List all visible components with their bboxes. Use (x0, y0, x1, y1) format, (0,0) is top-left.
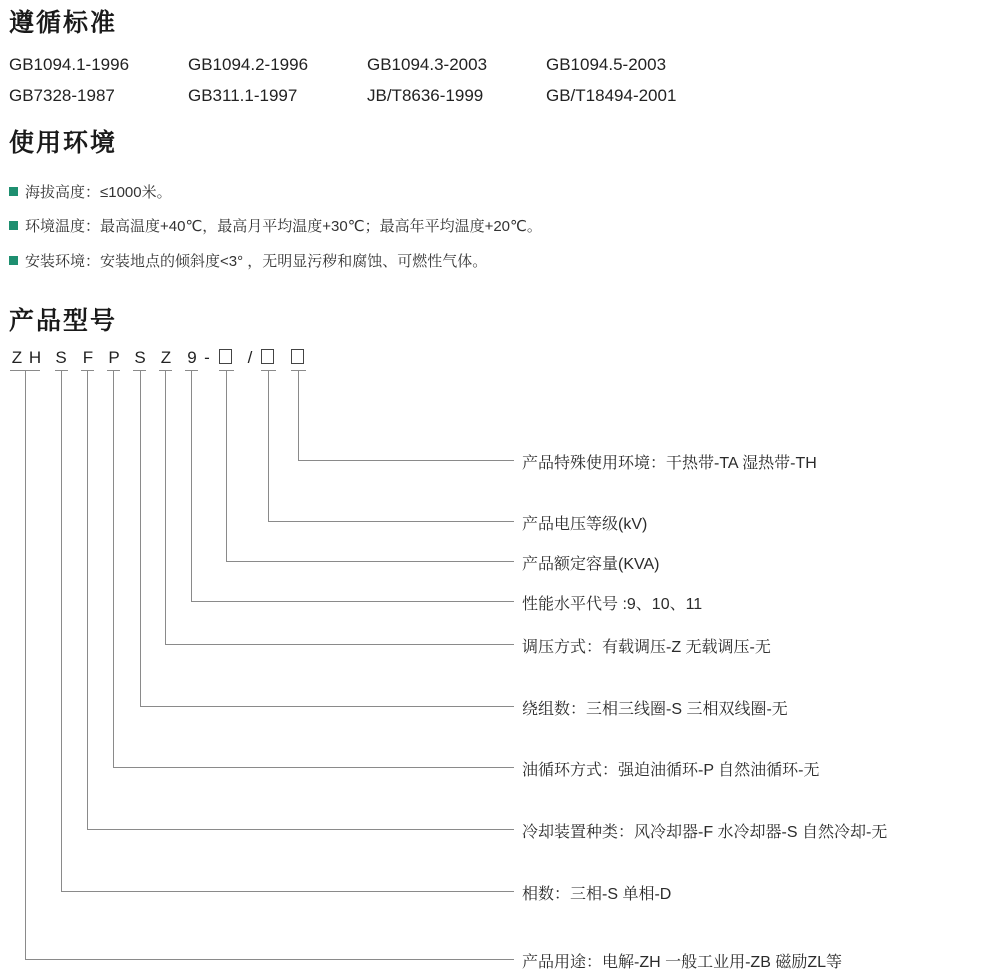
leader-horizontal (298, 460, 514, 461)
standard-item: GB1094.1-1996 (9, 55, 130, 74)
leader-vertical (87, 370, 88, 829)
code-char-s: S (55, 348, 67, 367)
leader-vertical (165, 370, 166, 644)
standard-item: GB1094.3-2003 (367, 55, 488, 74)
description-performance-code: 性能水平代号 :9、10、11 (522, 596, 703, 613)
environment-item-text: 环境温度：最高温度+40℃，最高月平均温度+30℃；最高年平均温度+20℃。 (25, 218, 542, 235)
standard-item: GB/T18494-2001 (546, 86, 677, 105)
leader-vertical (298, 370, 299, 460)
code-char-h: H (28, 348, 42, 367)
placeholder-box (261, 349, 274, 364)
leader-vertical (191, 370, 192, 601)
description-special-environment: 产品特殊使用环境：干热带-TA 湿热带-TH (522, 455, 817, 472)
leader-vertical (25, 370, 26, 959)
code-char-9: 9 (187, 348, 197, 367)
standard-item: GB7328-1987 (9, 86, 115, 105)
description-voltage-level: 产品电压等级(kV) (522, 516, 648, 533)
square-bullet-icon (9, 256, 18, 265)
code-char-f: F (82, 348, 94, 367)
standard-item: GB1094.5-2003 (546, 55, 667, 74)
leader-horizontal (226, 561, 514, 562)
environment-item-altitude (9, 181, 172, 202)
leader-vertical (140, 370, 141, 706)
environment-heading: 使用环境 (9, 128, 118, 157)
code-char-dash: - (204, 348, 210, 367)
code-char-z: Z (11, 348, 23, 367)
code-char-s: S (134, 348, 146, 367)
environment-item-text: 海拔高度：≤1000米。 (25, 184, 172, 201)
leader-vertical (268, 370, 269, 521)
description-cooling-type: 冷却装置种类：风冷却器-F 水冷却器-S 自然冷却-无 (522, 824, 888, 841)
environment-item-text: 安装环境：安装地点的倾斜度<3° ，无明显污秽和腐蚀、可燃性气体。 (25, 253, 488, 270)
leader-horizontal (140, 706, 514, 707)
standards-heading: 遵循标准 (9, 8, 118, 37)
placeholder-box (219, 349, 232, 364)
leader-vertical (113, 370, 114, 767)
leader-horizontal (268, 521, 514, 522)
code-char-slash: / (247, 348, 253, 367)
model-heading: 产品型号 (9, 306, 118, 335)
description-usage: 产品用途：电解-ZH 一般工业用-ZB 磁励ZL等 (522, 954, 842, 971)
leader-horizontal (61, 891, 514, 892)
leader-horizontal (25, 959, 514, 960)
leader-horizontal (87, 829, 514, 830)
square-bullet-icon (9, 187, 18, 196)
description-winding-count: 绕组数：三相三线圈-S 三相双线圈-无 (522, 701, 788, 718)
leader-horizontal (113, 767, 514, 768)
standard-item: JB/T8636-1999 (367, 86, 484, 105)
description-oil-circulation: 油循环方式：强迫油循环-P 自然油循环-无 (522, 762, 820, 779)
placeholder-box (291, 349, 304, 364)
leader-vertical (226, 370, 227, 561)
standard-item: GB1094.2-1996 (188, 55, 309, 74)
code-char-z: Z (160, 348, 172, 367)
code-char-p: P (108, 348, 120, 367)
leader-horizontal (191, 601, 514, 602)
environment-item-temperature (9, 215, 542, 236)
description-phase-count: 相数：三相-S 单相-D (522, 886, 672, 903)
leader-vertical (61, 370, 62, 891)
standard-item: GB311.1-1997 (188, 86, 298, 105)
description-rated-capacity: 产品额定容量(KVA) (522, 556, 660, 573)
leader-horizontal (165, 644, 514, 645)
description-tap-changing: 调压方式：有载调压-Z 无载调压-无 (522, 639, 771, 656)
environment-item-installation (9, 250, 487, 271)
square-bullet-icon (9, 221, 18, 230)
